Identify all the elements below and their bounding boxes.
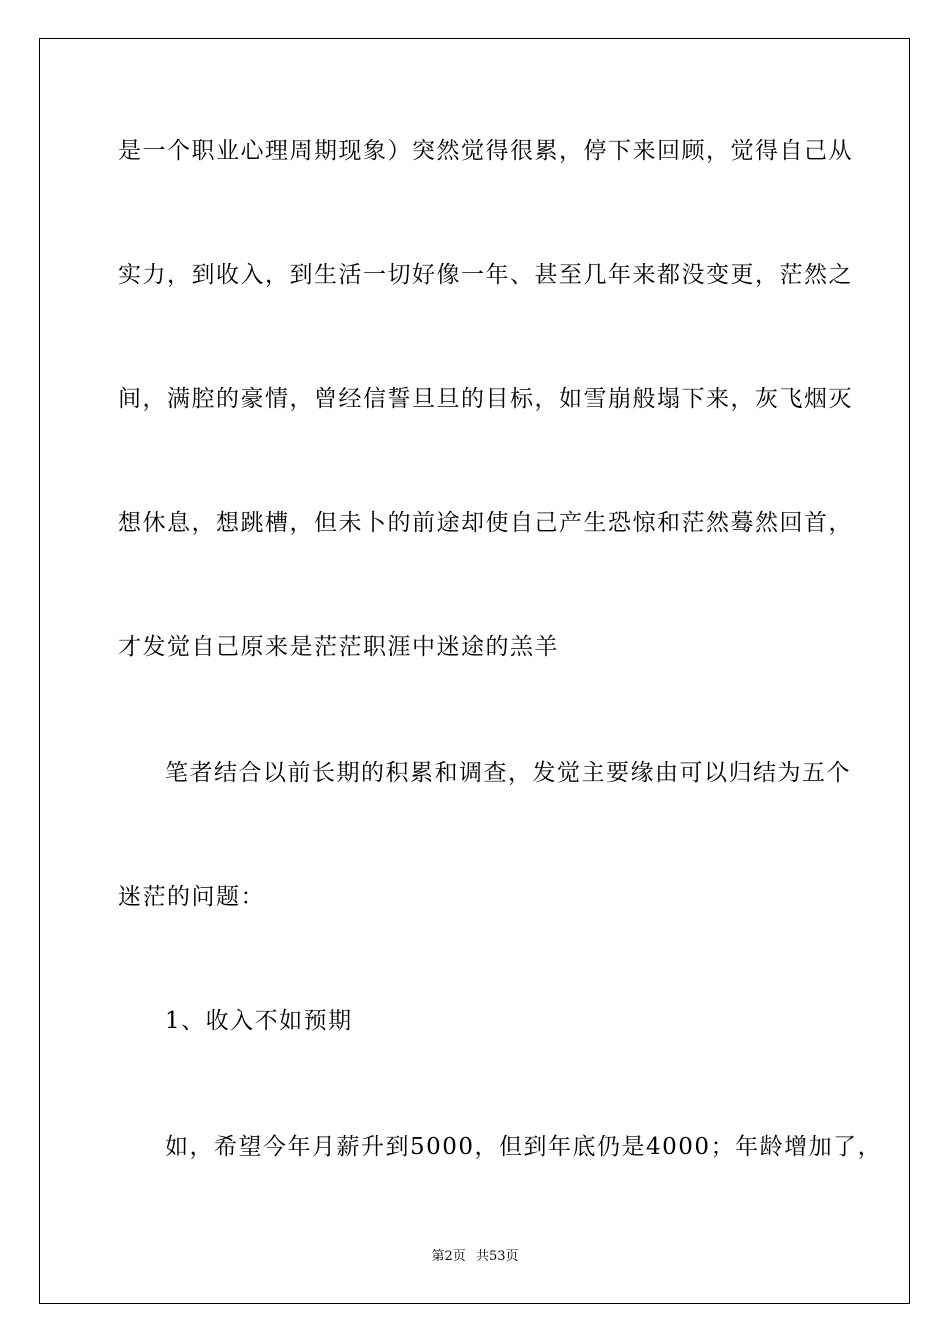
body-text-line: 间，满腔的豪情，曾经信誓旦旦的目标，如雪崩般塌下来，灰飞烟灭 — [118, 386, 853, 412]
body-text-line: 迷茫的问题： — [118, 884, 265, 910]
page-total: 共53页 — [475, 1249, 519, 1264]
page-frame — [39, 38, 910, 1304]
list-item-heading: 1、收入不如预期 — [165, 1008, 353, 1034]
body-text-line: 实力，到收入，到生活一切好像一年、甚至几年来都没变更，茫然之 — [118, 262, 853, 288]
body-text-line: 想休息，想跳槽，但未卜的前途却使自己产生恐惊和茫然蓦然回首， — [118, 510, 853, 536]
body-text-line: 是一个职业心理周期现象）突然觉得很累，停下来回顾，觉得自己从 — [118, 138, 853, 164]
body-text-line: 才发觉自己原来是茫茫职涯中迷途的羔羊 — [118, 634, 559, 660]
page-footer — [0, 1248, 950, 1266]
paragraph-first-line: 如，希望今年月薪升到5000，但到年底仍是4000；年龄增加了， — [165, 1134, 883, 1160]
page-number: 第2页 — [431, 1249, 466, 1264]
paragraph-first-line: 笔者结合以前长期的积累和调查，发觉主要缘由可以归结为五个 — [165, 760, 851, 786]
